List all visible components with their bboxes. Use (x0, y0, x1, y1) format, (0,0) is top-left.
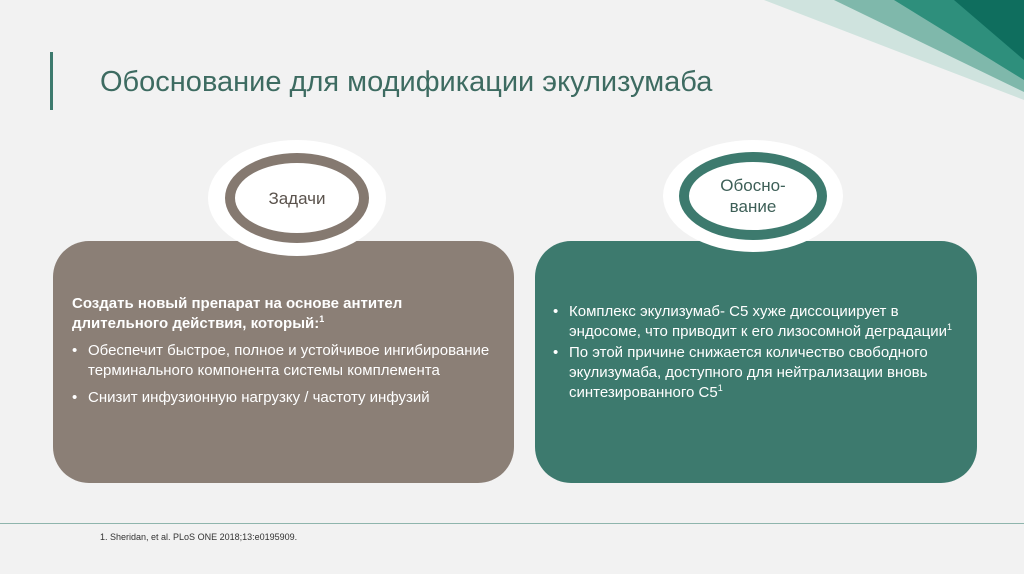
list-item (553, 343, 958, 403)
objectives-lead-ref: 1 (319, 314, 325, 324)
list-item-text: По этой причине снижается количество свободного экулизумаба, доступного для нейтрализации вновь синтезированного C5 (569, 344, 928, 401)
bullet-dot: • (553, 303, 559, 320)
rationale-badge-label (720, 175, 785, 217)
corner-decoration (724, 0, 1024, 100)
rationale-content (553, 302, 958, 404)
list-item (72, 388, 492, 408)
bullet-dot: • (72, 389, 78, 406)
list-item-text: Обеспечит быстрое, полное и устойчивое ингибирование терминального компонента системы комплемента (88, 342, 490, 379)
list-item-ref: 1 (946, 322, 952, 332)
objectives-badge-label: Задачи (268, 188, 326, 208)
list-item (553, 302, 958, 342)
list-item-text: Комплекс экулизумаб- C5 хуже диссоциирует в эндосоме, что приводит к его лизосомной деградации (569, 303, 947, 340)
list-item-ref: 1 (717, 383, 723, 393)
objectives-badge (225, 153, 369, 243)
objectives-content (72, 294, 492, 415)
objectives-lead (72, 294, 492, 334)
list-item (72, 341, 492, 381)
objectives-lead-text: Создать новый препарат на основе антител длительного действия, который: (72, 295, 403, 332)
footer-divider (0, 523, 1024, 524)
page-title: Обоснование для модификации экулизумаба (100, 66, 713, 98)
bullet-dot: • (553, 344, 559, 361)
footnote: 1. Sheridan, et al. PLoS ONE 2018;13:e0195909. (100, 532, 298, 542)
rationale-badge-line1: Обосно- (720, 176, 786, 195)
rationale-badge (679, 152, 827, 240)
list-item-text: Снизит инфузионную нагрузку / частоту инфузий (88, 389, 430, 406)
rationale-badge-line2: вание (729, 197, 777, 216)
bullet-dot: • (72, 342, 78, 359)
title-accent-bar (50, 52, 53, 110)
